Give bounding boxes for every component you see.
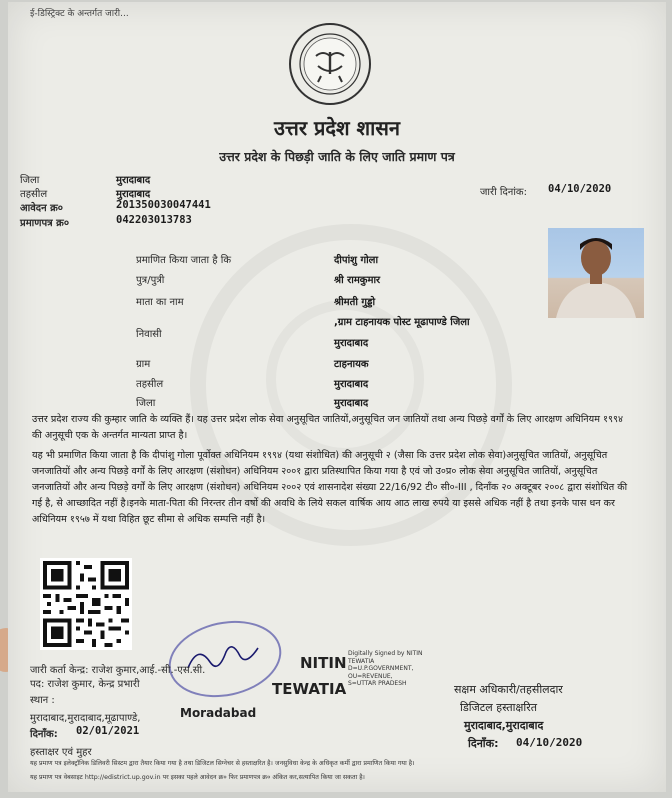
father-name: श्री रामकुमार [334, 275, 381, 286]
detail-label-son-of: पुत्र/पुत्री [136, 275, 165, 286]
authority-date-value: 04/10/2020 [516, 736, 583, 749]
place-handwritten: Moradabad [180, 706, 257, 720]
header-note: ई-डिस्ट्रिक्ट के अन्तर्गत जारी... [30, 9, 129, 19]
certificate-number-label: प्रमाणपत्र क्र० [20, 218, 70, 229]
certificate-page [8, 2, 666, 792]
signed-line-2: TEWATIA [348, 657, 375, 665]
district-value: मुरादाबाद [116, 175, 151, 186]
signature-label: हस्ताक्षर एवं मुहर [30, 747, 92, 758]
issue-date-value: 04/10/2020 [548, 183, 612, 195]
district-detail-value: मुरादाबाद [334, 398, 369, 409]
footer-line-2: यह प्रमाण पत्र वेबसाइट http://edistrict.up.gov.in पर इसका पहले आवेदन क्र० फिर प्रमाणपत्र क्र० अंकित कर,सत्यापित किया जा सकता है। [30, 774, 365, 781]
applicant-name: दीपांशु गोला [334, 255, 379, 266]
caste-paragraph: उत्तर प्रदेश राज्य की कुम्हार जाति के व्यक्ति हैं। यह उत्तर प्रदेश लोक सेवा अनुसूचित जातियों,अनुसूचित जन जातियों तथा अन्य पिछड़े वर्गों के लिए आरक्षण अधिनियम १९९४ की अनुसूची एक के अन्तर्गत मान्यता प्राप्त है। [32, 414, 623, 441]
signer-name-line2: TEWATIA [272, 680, 347, 698]
issuer-by: पद: राजेश कुमार, केन्द्र प्रभारी [30, 679, 140, 690]
certificate-title: उत्तर प्रदेश शासन [274, 116, 400, 140]
issue-date-label: जारी दिनांक: [480, 187, 527, 198]
district-label: जिला [20, 175, 40, 186]
authority-date-label: दिनाँक: [468, 737, 499, 750]
resident-value: मुरादाबाद [334, 338, 369, 349]
tehsil-detail-value: मुरादाबाद [334, 379, 369, 390]
detail-label-mother: माता का नाम [136, 297, 184, 308]
address-line: ,ग्राम टाहनायक पोस्ट मूढापाण्डे जिला [334, 317, 470, 328]
mother-name: श्रीमती गुड्डो [334, 297, 376, 308]
certification-paragraph: यह भी प्रमाणित किया जाता है कि दीपांशु गोला पूर्वोक्त अधिनियम १९९४ (यथा संशोधित) की अनुसूची २ (जैसा कि उत्तर प्रदेश लोक सेवा)अनुसूचित जातियों, अनुसूचित जनजातियों और अन्य पिछड़े वर्गों के लिए आरक्षण (संशोधन) अधिनियम २००१ द्वारा प्रतिस्थापित किया गया है एवं जो उ०प्र० लोक सेवा अनुसूचित जातियों, अनुसूचित जनजातियों और अन्य पिछड़े वर्गों के लिए आरक्षण (संशोधन) अधिनियम २००२ एवं शासनादेश संख्या 22/16/92 टी० सी०-III , दिनाँक २० अक्टूबर २००८ द्वारा संशोधित की गई है, से आच्छादित नहीं है।इनके माता-पिता की निरन्तर तीन वर्षो की अवधि के लिये सकल वार्षिक आय आठ लाख रुपये या इससे अधिक नहीं है तथा इनके पास धन कर अधिनियम १९५७ में यथा विहित छूट सीमा से अधिक सम्पत्ति नहीं है। [32, 450, 628, 525]
signature-details [348, 650, 423, 688]
qr-code [40, 558, 132, 650]
detail-label-tehsil: तहसील [136, 379, 164, 390]
authority-signed: डिजिटल हस्ताक्षरित [460, 701, 537, 714]
issuer-date-label: दिनाँक: [30, 729, 58, 740]
certificate-number: 042203013783 [116, 214, 192, 226]
signed-line-4: OU=REVENUE, [348, 672, 393, 680]
signed-line-5: S=UTTAR PRADESH [348, 680, 407, 687]
signed-line-1: Digitally Signed by NITIN [348, 650, 423, 657]
place-value: मुरादाबाद,मुरादाबाद,मूढापाण्डे, [30, 713, 141, 724]
village-value: टाहनायक [334, 359, 369, 370]
signer-name-line1: NITIN [300, 654, 347, 672]
applicant-photo [548, 228, 644, 318]
signed-line-3: D=U.P.GOVERNMENT, [348, 665, 414, 672]
application-label: आवेदन क्र० [20, 203, 64, 214]
detail-label-resident: निवासी [136, 329, 162, 340]
tehsil-value: मुरादाबाद [116, 189, 151, 200]
authority-title: सक्षम अधिकारी/तहसीलदार [454, 683, 563, 696]
detail-label-certified: प्रमाणित किया जाता है कि [136, 255, 232, 266]
tehsil-label: तहसील [20, 189, 48, 200]
place-label: स्थान : [30, 695, 55, 706]
detail-label-district: जिला [136, 398, 156, 409]
certificate-subtitle: उत्तर प्रदेश के पिछड़ी जाति के लिए जाति प्रमाण पत्र [219, 149, 455, 164]
issuer-date-value: 02/01/2021 [76, 725, 140, 737]
up-emblem-seal [288, 22, 372, 106]
detail-label-village: ग्राम [136, 359, 151, 370]
footer-line-1: यह प्रमाण पत्र इलेक्ट्रॉनिक डिलिवरी सिस्टम द्वारा तैयार किया गया है तथा डिजिटल सिग्नेचर से हस्ताक्षरित है। जनसुविधा केन्द्र के अधिकृत कर्मी द्वारा प्रमाणित किया गया है। [30, 760, 415, 767]
application-number: 201350030047441 [116, 199, 211, 211]
issuer-center: जारी कर्ता केन्द्र: राजेश कुमार,आई.-सी.-एस.सी. [30, 665, 206, 676]
authority-place: मुरादाबाद,मुरादाबाद [464, 719, 544, 732]
